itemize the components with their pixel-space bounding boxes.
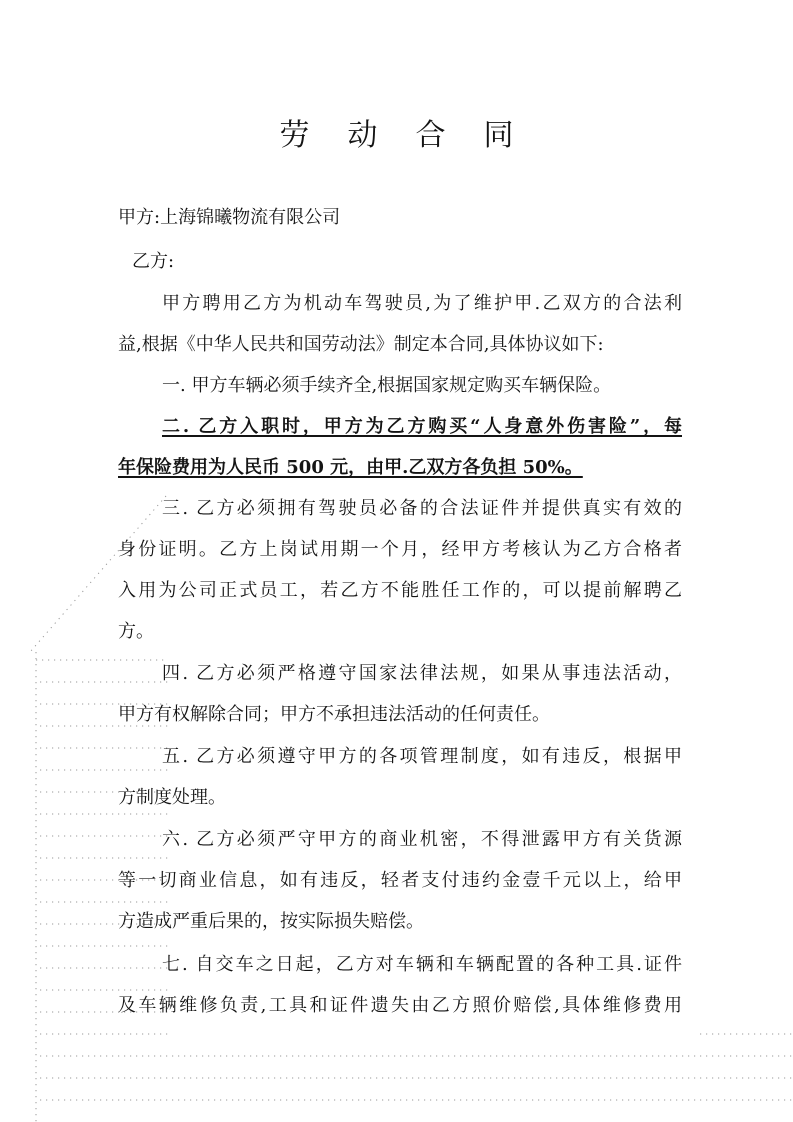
clause-7-line-2: 及车辆维修负责,工具和证件遗失由乙方照价赔偿,具体维修费用 xyxy=(118,995,682,1016)
clause-1: 一. 甲方车辆必须手续齐全,根据国家规定购买车辆保险。 xyxy=(162,375,612,396)
clause-7-line-1: 七. 自交车之日起，乙方对车辆和车辆配置的各种工具.证件 xyxy=(162,954,682,975)
intro-line-2: 益,根据《中华人民共和国劳动法》制定本合同,具体协议如下: xyxy=(118,334,604,355)
title-char: 合 xyxy=(415,118,446,153)
intro-line-1: 甲方聘用乙方为机动车驾驶员,为了维护甲.乙双方的合法利 xyxy=(162,293,682,314)
clause-5-line-2: 方制度处理。 xyxy=(118,787,226,808)
clause-5-line-1: 五. 乙方必须遵守甲方的各项管理制度，如有违反，根据甲 xyxy=(162,746,682,767)
clause-3-line-3: 入用为公司正式员工，若乙方不能胜任工作的，可以提前解聘乙 xyxy=(118,580,682,601)
clause-6-line-1: 六. 乙方必须严守甲方的商业机密，不得泄露甲方有关货源 xyxy=(162,829,682,850)
party-a-line: 甲方:上海锦曦物流有限公司 xyxy=(118,207,341,228)
clause-6-line-2: 等一切商业信息，如有违反，轻者支付违约金壹千元以上，给甲 xyxy=(118,870,682,891)
clause-3-line-4: 方。 xyxy=(118,621,154,642)
title-char: 动 xyxy=(347,118,378,153)
party-b-line: 乙方: xyxy=(132,251,175,272)
clause-6-line-3: 方造成严重后果的，按实际损失赔偿。 xyxy=(118,911,424,932)
clause-2-line-2: 年保险费用为人民币 500 元，由甲.乙双方各负担 50%。 xyxy=(118,457,583,478)
title-char: 同 xyxy=(483,118,514,153)
document-title xyxy=(0,116,793,156)
title-char: 劳 xyxy=(279,118,310,153)
clause-2-line-1: 二. 乙方入职时，甲方为乙方购买“人身意外伤害险”，每 xyxy=(162,416,682,437)
clause-4-line-1: 四. 乙方必须严格遵守国家法律法规，如果从事违法活动， xyxy=(162,663,682,684)
clause-3-line-1: 三. 乙方必须拥有驾驶员必备的合法证件并提供真实有效的 xyxy=(162,498,682,519)
clause-3-line-2: 身份证明。乙方上岗试用期一个月，经甲方考核认为乙方合格者 xyxy=(118,539,682,560)
clause-4-line-2: 甲方有权解除合同；甲方不承担违法活动的任何责任。 xyxy=(118,704,550,725)
